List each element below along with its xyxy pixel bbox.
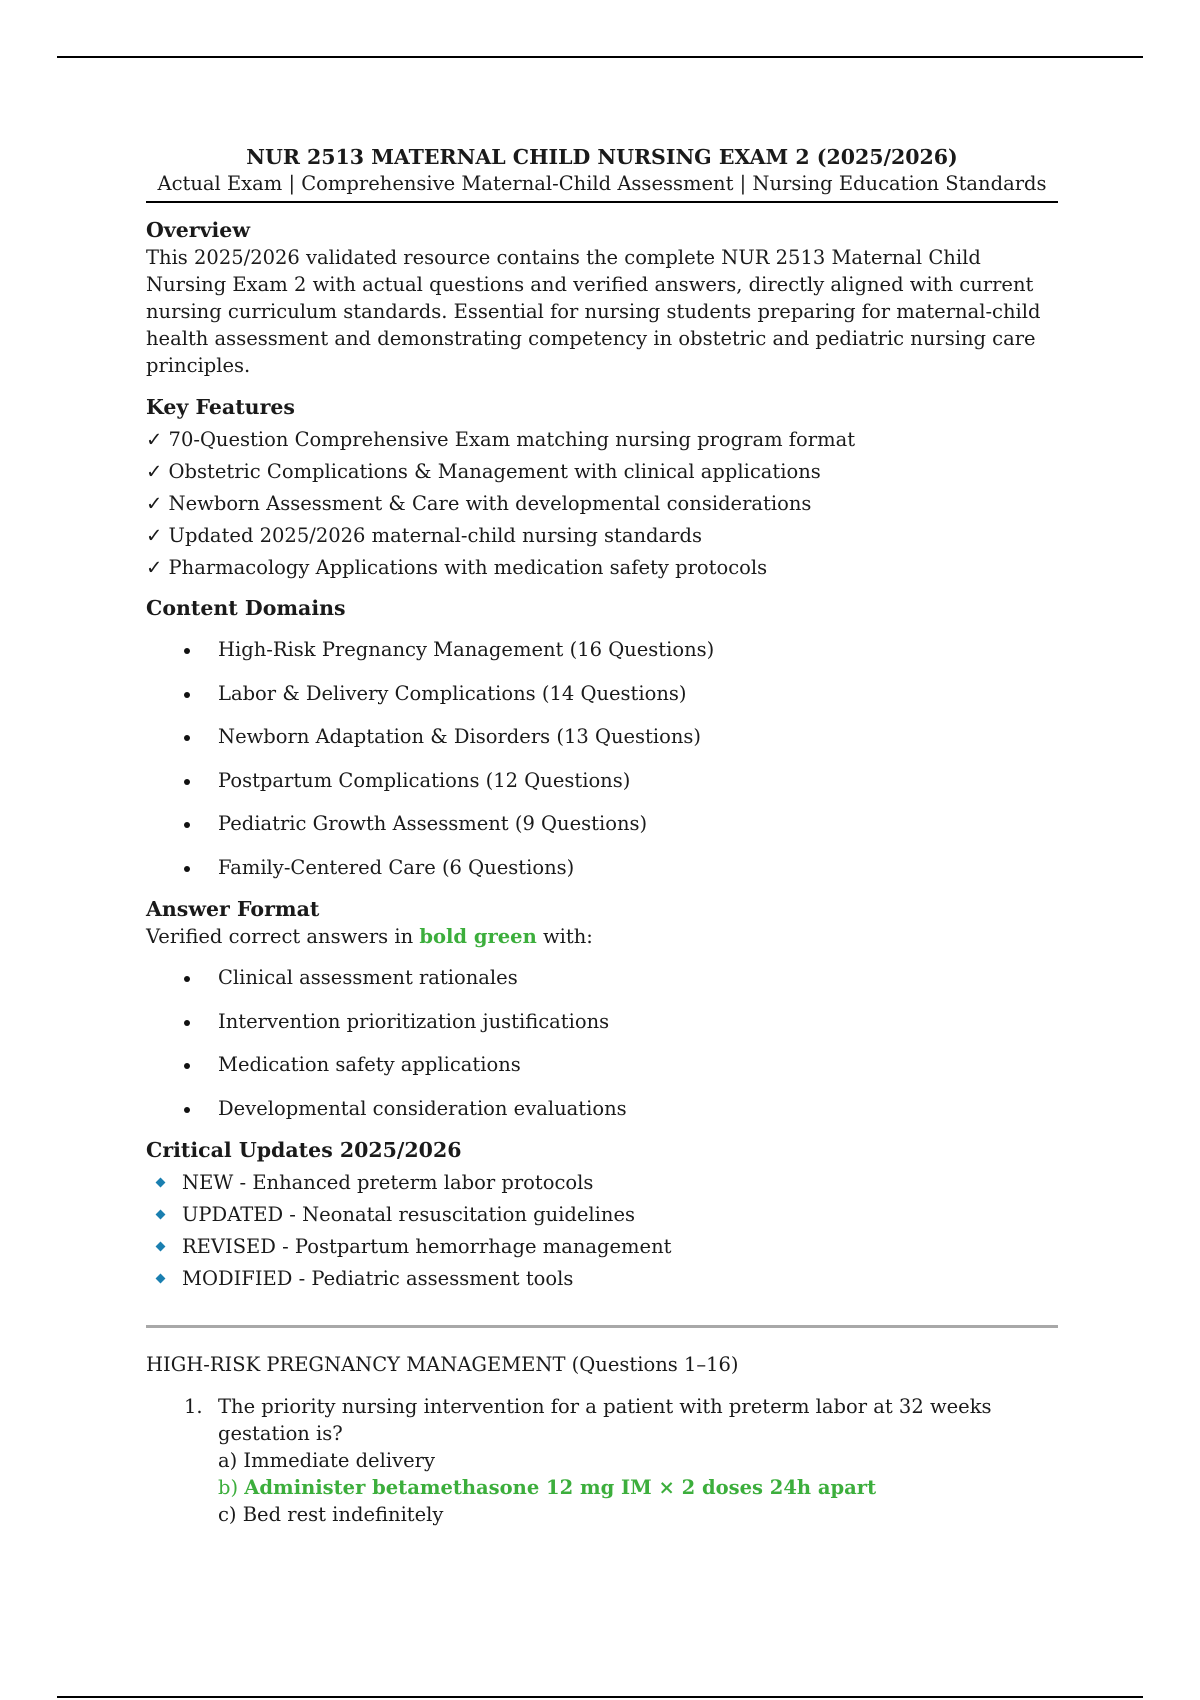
- question-item: [146, 1393, 1058, 1528]
- answer-format-highlight: bold green: [419, 925, 537, 948]
- domain-item: High-Risk Pregnancy Management (16 Questions): [146, 628, 1058, 672]
- key-features-section: [146, 393, 1058, 584]
- answer-format-item: Developmental consideration evaluations: [146, 1087, 1058, 1131]
- document-body: [146, 143, 1058, 1528]
- domain-item: Postpartum Complications (12 Questions): [146, 759, 1058, 803]
- critical-updates-section: [146, 1136, 1058, 1295]
- content-domains-heading: Content Domains: [146, 596, 346, 620]
- update-item: NEW - Enhanced preterm labor protocols: [146, 1167, 1058, 1199]
- page-bottom-rule: [57, 1696, 1143, 1698]
- document-subtitle: Actual Exam | Comprehensive Maternal-Child Assessment | Nursing Education Standards: [146, 171, 1058, 203]
- section-divider: [146, 1325, 1058, 1328]
- answer-option-b-correct: [218, 1474, 1058, 1501]
- content-domains-section: [146, 594, 1058, 889]
- update-item: MODIFIED - Pediatric assessment tools: [146, 1263, 1058, 1295]
- question-section-heading: HIGH-RISK PREGNANCY MANAGEMENT (Questions 1–16): [146, 1353, 739, 1376]
- answer-option-a: a) Immediate delivery: [218, 1449, 435, 1472]
- feature-item: ✓ Updated 2025/2026 maternal-child nursing standards: [146, 524, 702, 547]
- answer-format-heading: Answer Format: [146, 897, 320, 921]
- key-features-heading: Key Features: [146, 395, 295, 419]
- answer-format-list: [146, 956, 1058, 1130]
- diamond-bullet-icon: [156, 1242, 166, 1252]
- answer-format-intro: [146, 923, 1058, 950]
- diamond-bullet-icon: [156, 1274, 166, 1284]
- answer-format-item: Clinical assessment rationales: [146, 956, 1058, 1000]
- question-stem: The priority nursing intervention for a patient with preterm labor at 32 weeks gestation is?: [218, 1395, 992, 1445]
- answer-option-c: c) Bed rest indefinitely: [218, 1503, 444, 1526]
- diamond-bullet-icon: [156, 1210, 166, 1220]
- feature-item: ✓ 70-Question Comprehensive Exam matching nursing program format: [146, 428, 856, 451]
- critical-updates-heading: Critical Updates 2025/2026: [146, 1138, 462, 1162]
- overview-text: This 2025/2026 validated resource contains the complete NUR 2513 Maternal Child Nursing Exam 2 with actual questions and verified answers, directly aligned with current nursing curriculum standards. Essential for nursing students preparing for maternal-child health assessment and demonstrating competency in obstetric and pediatric nursing care principles.: [146, 246, 1041, 377]
- option-b-text: Administer betamethasone 12 mg IM × 2 doses 24h apart: [244, 1476, 877, 1499]
- domain-item: Family-Centered Care (6 Questions): [146, 846, 1058, 890]
- overview-heading: Overview: [146, 218, 251, 242]
- answer-format-section: [146, 895, 1058, 1130]
- diamond-bullet-icon: [156, 1178, 166, 1188]
- domain-item: Labor & Delivery Complications (14 Questions): [146, 672, 1058, 716]
- answer-format-intro-before: Verified correct answers in: [146, 925, 420, 948]
- content-domains-list: [146, 628, 1058, 889]
- feature-item: ✓ Pharmacology Applications with medication safety protocols: [146, 556, 768, 579]
- update-item: UPDATED - Neonatal resuscitation guidelines: [146, 1199, 1058, 1231]
- domain-item: Newborn Adaptation & Disorders (13 Questions): [146, 715, 1058, 759]
- domain-item: Pediatric Growth Assessment (9 Questions): [146, 802, 1058, 846]
- option-b-letter: b): [218, 1476, 239, 1499]
- critical-updates-list: [146, 1167, 1058, 1295]
- feature-item: ✓ Obstetric Complications & Management with clinical applications: [146, 460, 821, 483]
- key-features-list: [146, 424, 1058, 584]
- answer-format-item: Medication safety applications: [146, 1043, 1058, 1087]
- question-number: 1.: [184, 1395, 203, 1418]
- page-top-rule: [57, 56, 1143, 58]
- overview-section: [146, 216, 1058, 379]
- document-title: NUR 2513 MATERNAL CHILD NURSING EXAM 2 (2025/2026): [246, 145, 958, 169]
- update-item: REVISED - Postpartum hemorrhage management: [146, 1231, 1058, 1263]
- answer-format-intro-after: with:: [536, 925, 593, 948]
- feature-item: ✓ Newborn Assessment & Care with developmental considerations: [146, 492, 812, 515]
- answer-format-item: Intervention prioritization justifications: [146, 1000, 1058, 1044]
